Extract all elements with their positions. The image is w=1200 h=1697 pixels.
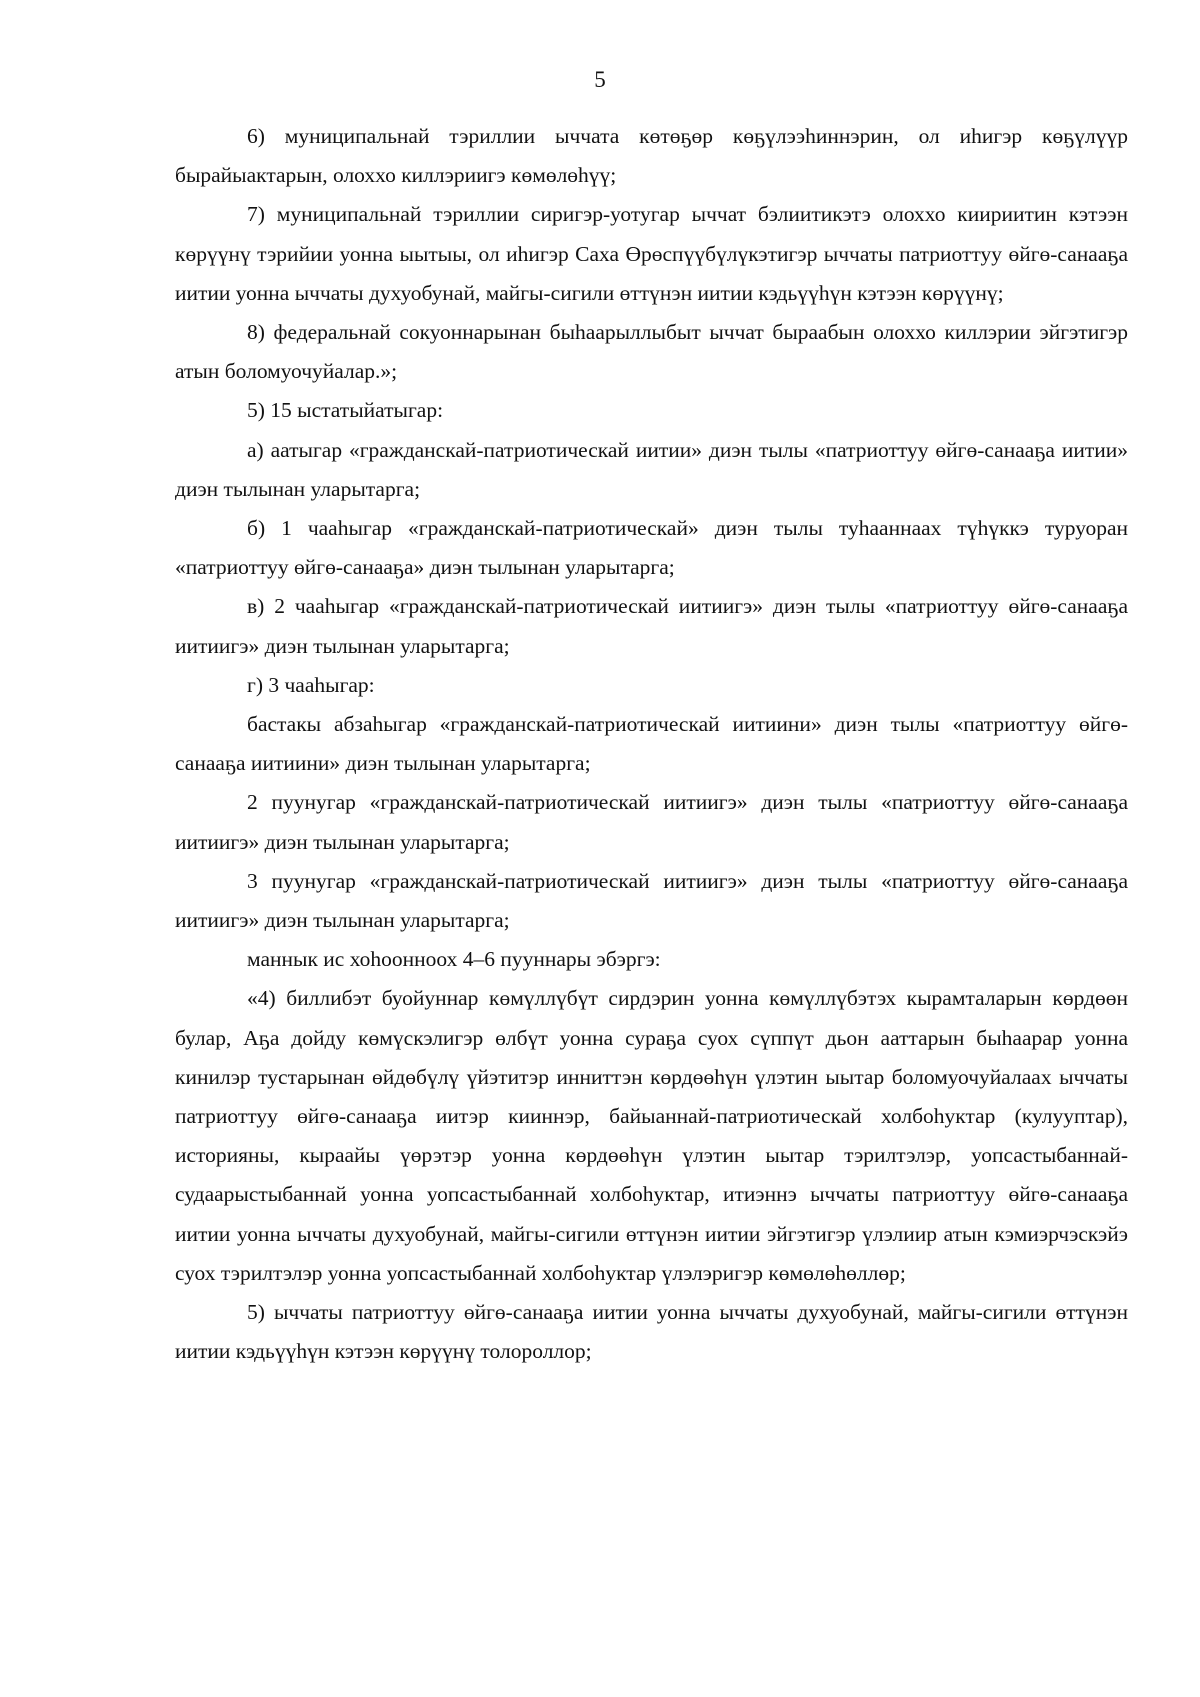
paragraph-subitem-b: б) 1 чааһыгар «гражданскай-патриотическай» диэн тылы туһааннаах түһүккэ туруоран «патриоттуу өйгө-санааҕа» диэн тылынан уларытарга;	[175, 516, 1128, 580]
paragraph-article-15: 5) 15 ыстатыйатыгар:	[247, 398, 444, 423]
paragraph-subitem-a: а) аатыгар «гражданскай-патриотическай иитии» диэн тылы «патриоттуу өйгө-санааҕа иитии» диэн тылынан уларытарга;	[175, 437, 1128, 501]
paragraph-point-2: 2 пуунугар «гражданскай-патриотическай иитиигэ» диэн тылы «патриоттуу өйгө-санааҕа иитиигэ» диэн тылынан уларытарга;	[175, 790, 1128, 854]
paragraph-point-5-new: 5) ыччаты патриоттуу өйгө-санааҕа иитии уонна ыччаты духуобунай, майгы-сигили өттүнэн иитии кэдьүүһүн кэтээн көрүүнү толороллор;	[175, 1300, 1128, 1364]
paragraph-item-6: 6) муниципальнай тэриллии ыччата көтөҕөр көҕүлээһиннэрин, ол иһигэр көҕүлүүр бырайыактарын, олоххо киллэриигэ көмөлөһүү;	[175, 124, 1128, 188]
paragraph-point-3: 3 пуунугар «гражданскай-патриотическай иитиигэ» диэн тылы «патриоттуу өйгө-санааҕа иитиигэ» диэн тылынан уларытарга;	[175, 868, 1128, 933]
paragraph-first-abzats: бастакы абзаһыгар «гражданскай-патриотическай иитиини» диэн тылы «патриоттуу өйгө-санааҕа иитиини» диэн тылынан уларытарга;	[175, 712, 1128, 776]
paragraph-point-4-new: «4) биллибэт буойуннар көмүллүбүт сирдэрин уонна көмүллүбэтэх кырамталарын көрдөөн булар, Аҕа дойду көмүскэлигэр өлбүт уонна сураҕа суох сүппүт дьон ааттарын быһаарар уонна кинилэр тустарынан өйдөбүлү үйэтитэр инниттэн көрдөөһүн үлэтин ыытар боломуочуйалаах ыччаты патриоттуу өйгө-санааҕа иитэр кииннэр, байыаннай-патриотическай холбоһуктар (кулууптар), историяны, кыраайы үөрэтэр уонна көрдөөһүн үлэтин ыытар тэрилтэлэр, уопсастыбаннай-судаарыстыбаннай уонна уопсастыбаннай холбоһуктар, итиэннэ ыччаты патриоттуу өйгө-санааҕа иитии уонна ыччаты духуобунай, майгы-сигили өттүнэн иитии эйгэтигэр үлэлиир атын кэмиэрчэскэйэ суох тэрилтэлэр уонна уопсастыбаннай холбоһуктар үлэлэригэр көмөлөһөллөр;	[175, 986, 1128, 1285]
paragraph-item-7: 7) муниципальнай тэриллии сиригэр-уотугар ыччат бэлиитикэтэ олоххо киириитин кэтээн көрүүнү тэрийии уонна ыытыы, ол иһигэр Саха Өрөспүүбүлүкэтигэр ыччаты патриоттуу өйгө-санааҕа иитии уонна ыччаты духуобунай, майгы-сигили өттүнэн иитии кэдьүүһүн кэтээн көрүүнү;	[175, 202, 1128, 305]
page-number: 5	[594, 67, 606, 92]
paragraph-add-points: маннык ис хоһоонноох 4–6 пууннары эбэргэ:	[247, 947, 661, 972]
document-body	[175, 117, 1128, 1372]
paragraph-subitem-v: в) 2 чааһыгар «гражданскай-патриотическай иитиигэ» диэн тылы «патриоттуу өйгө-санааҕа иитиигэ» диэн тылынан уларытарга;	[175, 594, 1128, 658]
paragraph-subitem-g: г) 3 чааһыгар:	[247, 672, 375, 697]
paragraph-item-8: 8) федеральнай сокуоннарынан быһаарыллыбыт ыччат быраабын олоххо киллэрии эйгэтигэр атын боломуочуйалар.»;	[175, 320, 1128, 384]
